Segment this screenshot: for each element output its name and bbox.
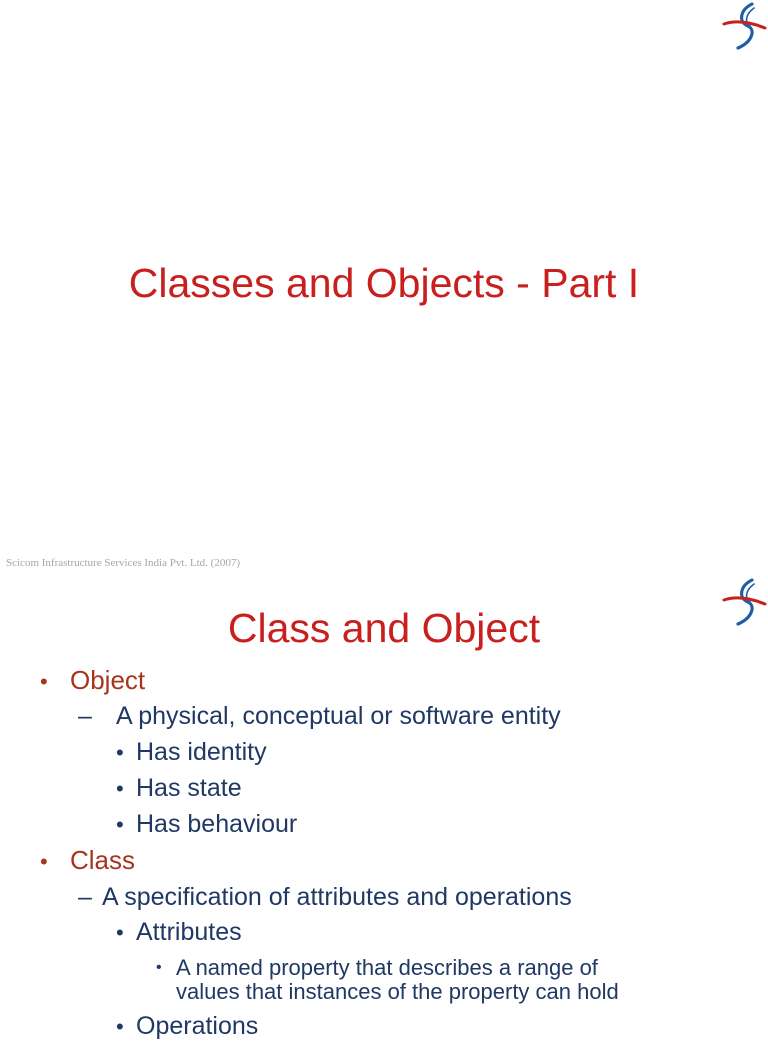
bullet-text: Attributes <box>136 918 242 946</box>
bullet-dash: – <box>78 883 92 911</box>
sub-bullet-class-definition <box>78 881 572 913</box>
bullet-text: Has behaviour <box>136 810 298 838</box>
sub-bullet-state <box>116 772 242 805</box>
bullet-text: Has identity <box>136 738 267 766</box>
bullet-dot: • <box>156 959 162 976</box>
content-slide <box>0 576 768 1040</box>
attribute-definition-continuation: values that instances of the property can hold <box>176 979 619 1004</box>
bullet-dot: • <box>116 740 124 765</box>
sub-bullet-attribute-definition <box>156 955 598 980</box>
bullet-dot: • <box>40 669 48 694</box>
bullet-text: Operations <box>136 1012 259 1040</box>
bullet-dot: • <box>40 849 48 874</box>
sub-bullet-operations <box>116 1010 258 1043</box>
bullet-dot: • <box>116 812 124 837</box>
sub-bullet-attributes <box>116 916 242 949</box>
bullet-dot: • <box>116 1014 124 1039</box>
bullet-object <box>40 664 145 698</box>
sub-bullet-behaviour <box>116 808 297 841</box>
bullet-text: Has state <box>136 774 242 802</box>
bullet-text: A named property that describes a range of <box>176 955 598 980</box>
scicom-logo-icon <box>722 0 766 50</box>
bullet-text: Object <box>70 665 146 695</box>
bullet-text: A physical, conceptual or software entity <box>116 702 561 730</box>
bullet-dot: • <box>116 920 124 945</box>
bullet-class <box>40 844 135 878</box>
copyright-footer: Scicom Infrastructure Services India Pvt. Ltd. (2007) <box>6 557 240 569</box>
slide-title: Class and Object <box>227 605 541 651</box>
bullet-text: A specification of attributes and operations <box>102 883 572 911</box>
bullet-dash: – <box>78 702 92 730</box>
sub-bullet-object-definition <box>78 700 561 732</box>
bullet-dot: • <box>116 776 124 801</box>
slide-title: Classes and Objects - Part I <box>128 260 640 306</box>
sub-bullet-identity <box>116 736 267 769</box>
bullet-text: Class <box>70 845 136 875</box>
